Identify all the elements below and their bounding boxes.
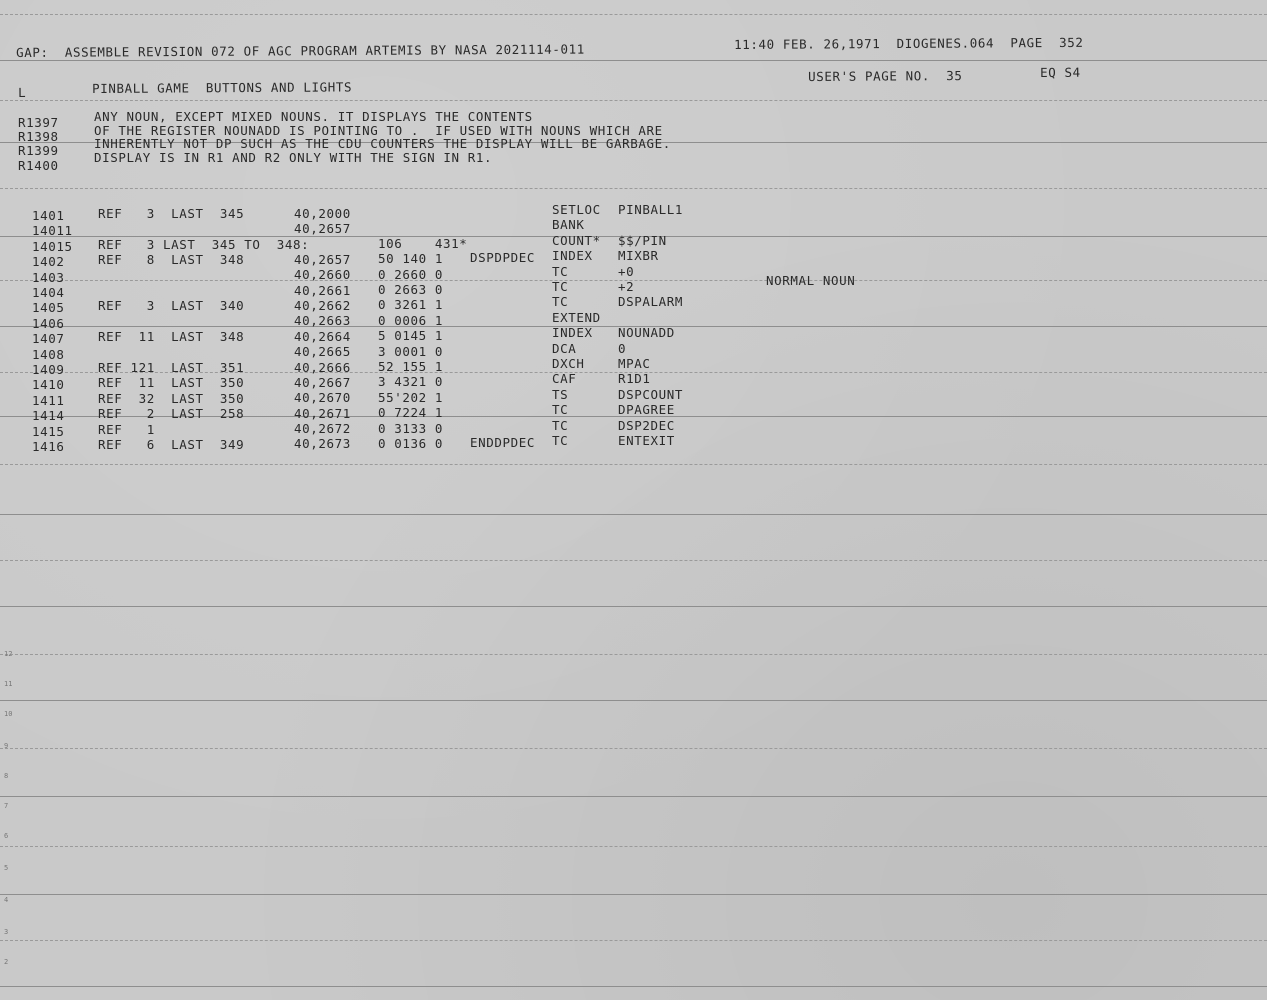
line-number: 1414: [32, 408, 65, 424]
opcode: BANK: [552, 217, 585, 233]
object-code: 52 155 1: [378, 359, 444, 374]
ref-info: REF 2 LAST 258: [98, 406, 245, 422]
operand: PINBALL1: [618, 202, 684, 217]
ruling-line: [0, 986, 1267, 987]
opcode: SETLOC: [552, 202, 601, 217]
operand: $$/PIN: [618, 232, 667, 248]
ref-info: REF 3 LAST 345 TO 348:: [98, 236, 310, 252]
ruling-line: [0, 464, 1267, 465]
address: 40,2671: [294, 405, 351, 421]
object-code: 0 2663 0: [378, 282, 444, 297]
ref-info: REF 121 LAST 351: [98, 360, 245, 375]
address: 40,2667: [294, 374, 351, 390]
margin-number: 3: [4, 928, 9, 936]
margin-number: 2: [4, 958, 9, 966]
object-code: 0 0006 1: [378, 312, 444, 328]
address: 40,2666: [294, 359, 351, 375]
opcode: TC: [552, 417, 569, 433]
line-number: 1405: [32, 300, 65, 316]
line-number: 1407: [32, 331, 65, 347]
margin-number: 9: [4, 742, 9, 750]
ruling-line: [0, 560, 1267, 561]
margin-number: 5: [4, 864, 9, 872]
margin-number: 10: [4, 710, 13, 718]
margin-number: 7: [4, 802, 9, 810]
address: 40,2673: [294, 436, 351, 452]
eq-code: EQ S4: [1039, 64, 1081, 80]
assembly-header: GAP: ASSEMBLE REVISION 072 OF AGC PROGRAM ARTEMIS BY NASA 2021114-011: [15, 41, 585, 60]
opcode: DXCH: [552, 356, 585, 371]
operand: +0: [618, 263, 635, 279]
remark-text: DISPLAY IS IN R1 AND R2 ONLY WITH THE SIGN IN R1.: [94, 149, 493, 165]
ref-info: REF 6 LAST 349: [98, 437, 245, 452]
ruling-line: [0, 514, 1267, 515]
opcode: TC: [552, 263, 569, 279]
line-number: 14011: [32, 223, 73, 239]
object-code: 0 7224 1: [378, 405, 444, 421]
statement-label: DSPDPDEC: [470, 250, 536, 266]
operand: MPAC: [618, 356, 651, 371]
ref-info: REF 3 LAST 345: [98, 206, 245, 221]
ref-info: REF 11 LAST 348: [98, 329, 245, 345]
opcode: TC: [552, 294, 569, 310]
line-number: 1406: [32, 315, 65, 331]
ruling-line: [0, 100, 1267, 101]
ruling-line: [0, 60, 1267, 61]
ruling-line: [0, 14, 1267, 15]
opcode: EXTEND: [552, 309, 601, 325]
object-code: 0 3133 0: [378, 420, 444, 436]
address: 40,2657: [294, 221, 351, 237]
ruling-line: [0, 846, 1267, 847]
opcode: INDEX: [552, 248, 593, 264]
address: 40,2664: [294, 328, 351, 344]
object-code: 55'202 1: [378, 389, 444, 405]
remark-id: R1399: [18, 143, 59, 159]
object-code: 3 0001 0: [378, 343, 444, 359]
users-page-number: USER'S PAGE NO. 35: [807, 68, 963, 84]
address: 40,2670: [294, 390, 351, 406]
remark-text: OF THE REGISTER NOUNADD IS POINTING TO . IF USED WITH NOUNS WHICH ARE: [94, 122, 663, 138]
opcode: TC: [552, 433, 569, 448]
ruling-line: [0, 796, 1267, 797]
object-code: 0 2660 0: [378, 266, 444, 282]
line-number: 1409: [32, 362, 65, 377]
margin-number: 4: [4, 896, 9, 904]
remark-id: R1398: [18, 129, 59, 145]
operand: MIXBR: [618, 248, 659, 264]
line-number: 1408: [32, 346, 65, 362]
opcode: TC: [552, 279, 569, 294]
ref-info: REF 1: [98, 421, 155, 437]
address: 40,2662: [294, 298, 351, 314]
line-number: 1411: [32, 392, 65, 408]
opcode: TC: [552, 402, 569, 418]
remark-text: ANY NOUN, EXCEPT MIXED NOUNS. IT DISPLAYS THE CONTENTS: [94, 109, 533, 124]
ruling-line: [0, 700, 1267, 701]
object-code: 0 0136 0: [378, 436, 444, 451]
address: 40,2665: [294, 344, 351, 360]
address: 40,2661: [294, 282, 351, 298]
opcode: COUNT*: [552, 232, 601, 248]
object-code: 50 140 1: [378, 251, 444, 267]
remark-id: R1400: [18, 157, 59, 173]
operand: ENTEXIT: [618, 433, 675, 448]
ref-info: REF 32 LAST 350: [98, 390, 245, 406]
line-number: 1404: [32, 285, 65, 300]
object-code: 106 431*: [378, 235, 468, 251]
object-code: 3 4321 0: [378, 374, 444, 390]
section-marker: L: [17, 84, 27, 100]
margin-number: 8: [4, 772, 9, 780]
opcode: DCA: [552, 340, 577, 356]
ref-info: REF 8 LAST 348: [98, 252, 245, 268]
remark-id: R1397: [18, 115, 59, 130]
address: 40,2657: [294, 252, 351, 268]
line-number: 1415: [32, 423, 65, 439]
line-number: 1401: [32, 208, 65, 223]
margin-number: 11: [4, 680, 13, 688]
opcode: INDEX: [552, 325, 593, 341]
opcode: TS: [552, 386, 569, 402]
line-number: 1403: [32, 269, 65, 285]
line-number: 14015: [32, 238, 73, 254]
ref-info: REF 11 LAST 350: [98, 375, 245, 391]
ruling-line: [0, 654, 1267, 655]
line-number: 1402: [32, 254, 65, 270]
line-number: 1416: [32, 439, 65, 454]
operand: +2: [618, 279, 635, 294]
address: 40,2663: [294, 313, 351, 329]
ruling-line: [0, 188, 1267, 189]
operand: DSPCOUNT: [618, 386, 684, 402]
operand: DSPALARM: [618, 294, 684, 310]
operand: DPAGREE: [618, 402, 675, 418]
ruling-line: [0, 748, 1267, 749]
operand: DSP2DEC: [618, 417, 675, 433]
ruling-line: [0, 894, 1267, 895]
comment: NORMAL NOUN: [766, 273, 856, 288]
object-code: 0 3261 1: [378, 297, 444, 313]
remark-text: INHERENTLY NOT DP SUCH AS THE CDU COUNTERS THE DISPLAY WILL BE GARBAGE.: [94, 136, 671, 152]
address: 40,2660: [294, 267, 351, 283]
object-code: 5 0145 1: [378, 328, 444, 344]
margin-number: 12: [4, 650, 13, 658]
operand: R1D1: [618, 371, 651, 387]
margin-number: 6: [4, 832, 9, 840]
ruling-line: [0, 606, 1267, 607]
line-number: 1410: [32, 377, 65, 393]
ruling-line: [0, 940, 1267, 941]
statement-label: ENDDPDEC: [470, 435, 536, 450]
ref-info: REF 3 LAST 340: [98, 298, 245, 314]
address: 40,2000: [294, 206, 351, 221]
opcode: CAF: [552, 371, 577, 387]
timestamp-header: 11:40 FEB. 26,1971 DIOGENES.064 PAGE 352: [733, 34, 1084, 52]
address: 40,2672: [294, 420, 351, 436]
operand: 0: [618, 340, 627, 356]
operand: NOUNADD: [618, 325, 675, 341]
section-title: PINBALL GAME BUTTONS AND LIGHTS: [91, 79, 353, 96]
